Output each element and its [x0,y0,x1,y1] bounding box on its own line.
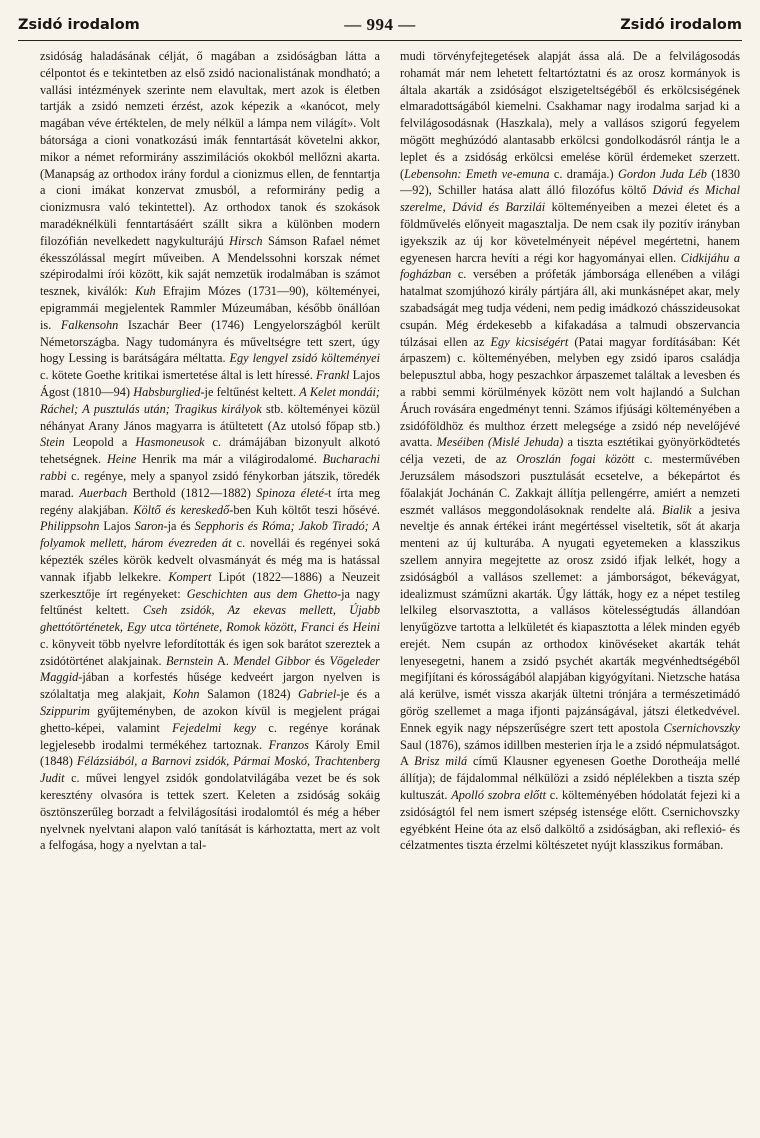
text-run: A. [213,653,234,668]
italic-title: Lebensohn: Emeth ve-emuna [404,166,550,181]
text-run: c. versében a prófeták jámborsága ellenében a világi hatalmat szomjúhozó király pártjára áll, aki munkásnépet akar, mely szabadságát meg tudja védeni, nem pedig imádkozó chásszideusokat csupán. Még érdekesebb a kifakadása a talmudi obszervancia túlzásai ellen az [400,267,740,349]
italic-title: Geschichten aus dem Ghetto [186,586,337,601]
italic-title: Félázsiából, a Barnovi zsidók, Pármai Moskó, Trachtenberg Judit [40,754,380,786]
text-run: -t írta meg regény alakjában. [40,485,381,517]
italic-title: Apolló szobra előtt [451,788,547,803]
text-run: Sámson Rafael német ékesszólással megírt műveiben. A Mendelssohni korszak német szépirodalmi írói között, kik saját nemzetük irodalmában is számot tesznek, kiválók: [40,233,380,299]
italic-title: Falkensohn [60,317,119,332]
italic-title: Cidkijáhu a fogházban [400,250,740,282]
text-run: -je és a [336,687,380,702]
page-number: — 994 — [344,15,416,34]
text-columns [40,48,740,854]
header-right-title: Zsidó irodalom [620,17,742,33]
text-run: c. dramája.) [549,166,618,181]
text-run: c. drámájában bizonyult alkotó tehetségnek. [40,435,380,467]
text-run: c. regénye, mely a spanyol zsidó fénykorban játszik, töredék marad. [40,468,380,500]
text-run: Henrik ma már a világirodalomé. [136,452,323,467]
text-run: Károly Emil (1848) [40,737,380,769]
text-run: és [310,653,330,668]
right-column-text [400,48,740,854]
text-run: c. költeményében hódolatát fejezi ki a zsidóságtól fel nem ismert szépség istensége előtt. Csernichovszky egyébként Heine óta az első dalköltő a zsidóságban, aki reflexió- és célzatmentes tiszta érzelmi költészetet nyújt klasszikus formában. [400,788,740,853]
text-run: c. regénye korának legjelesebb irodalmi termékéhez tartoznak. [40,720,380,752]
text-run: -ben Kuh költőt teszi hősévé. [229,502,380,517]
italic-title: Fejedelmi kegy [172,720,257,735]
header-rule [18,40,742,41]
text-run: (Patai magyar fordításában: Két árpaszem) c. költeményében, melyben egy zsidó iparos családja belepusztul abba, hogy peszachkor árpaszemet találtak a levesben és a rabbi semmi körülmények között nem volt hajlandó a Sulchan Áruch rovására engedményt tenni. Számos ifjúsági költeményében a zsidóföldhöz és multhoz érzett melegsége a zsidó nép nevelőjévé avatta. [400,334,741,450]
text-run: stb. költeményei közül néhányat Arany János magyarra is átültetett (Az utolsó főpap stb.) [40,401,380,433]
italic-title: Gabriel [297,687,337,702]
italic-title: Habsburglied [133,384,201,399]
text-run: Lajos Ágost (1810—94) [40,368,380,399]
italic-title: Költő és kereskedő [133,502,230,517]
italic-title: Kuh [135,284,156,299]
italic-title: Cseh zsidók, Az ekevas mellett, Újabb ghettótörténetek, Egy utca története, Romok között, Franci és Heini [40,603,380,635]
text-run: c. művei lengyel zsidók gondolatvilágába vezet be és sok keresztény olvasóra is tettek szert. Keleten a zsidóság sokáig ösztönszerűleg borzadt a felvilágosítási irodalomtól és még a héber nyelvnek nyelvtani alapon való tanítását is kárhoztatta, mert az volt a felfogása, hogy a nyelvtan a tal- [40,771,380,853]
text-run: Leopold a [64,435,136,450]
italic-title: Egy lengyel zsidó költeményei [229,351,380,366]
italic-title: Bucharachi rabbi [40,452,380,483]
text-run: c. novellái és regényei soká képezték széles körök kedvelt olvasmányát és még ma is hatással vannak ifjabb lelkekre. [40,536,380,584]
text-run: -ja nagy feltűnést keltett. [40,586,380,618]
italic-title: Kompert [168,569,212,584]
italic-title: Auerbach [79,485,128,500]
text-run: c. kötete Goethe kritikai ismertetése által is lett híressé. [40,368,316,383]
italic-title: Philippsohn [40,519,100,534]
text-run: Iszachár Beer (1746) Lengyelországból került Németországba. Nagy tudományra és műveltségre tett szert, úgy hogy Lessing is barátságára méltatta. [40,317,380,366]
header-left-title: Zsidó irodalom [18,17,140,33]
right-column [400,48,740,854]
text-run: mudi törvényfejtegetések alapját ássa alá. De a felvilágosodás rohamát már nem lehetett feltartóztatni és az orosz kormányok is általa akarták a zsidóságot elszigeteltségéből és erkölcsiségének elmaradottságából kiemelni. Csakhamar nagy irodalma sarjad ki a felvilágosodásnak (Haszkala), mely a vallásos szigorú fegyelem mögött meghúzódó alantasabb erkölcsi gondolkodásról rántja le a leplet és a zsidóság erkölcsi emelése körül érdemeket szerzett. ( [400,49,740,181]
italic-title: Kohn [172,687,200,702]
italic-title: Oroszlán fogai között [516,452,635,467]
left-column [40,48,380,854]
italic-title: Stein [40,435,65,450]
italic-title: Bernstein [166,653,214,668]
italic-title: A Kelet mondái; Ráchel; A pusztulás után; Tragikus királyok [40,384,381,416]
text-run: -je feltűnést keltett. [200,384,300,399]
italic-title: Mendel Gibbor [233,653,311,668]
text-run: (1830—92), Schiller hatása alatt álló filozófus költő [400,166,740,198]
text-run: Lipót (1822—1886) a Neuzeit szerkesztője írt regényeket: [40,569,380,601]
italic-title: Brisz milá [414,754,468,769]
italic-title: Dávid és Michal szerelme, Dávid és Barzilái [400,183,740,215]
italic-title: Franzos [268,737,309,752]
text-run: című Klausner egyenesen Goethe Dorotheája mellé állítja); de fájdalommal nélkülözi a zsidó néplélekben a tiszta szép kultuszát. [400,754,740,803]
italic-title: Vögeleder Maggid [40,653,380,685]
text-run: -ja és [163,519,195,534]
italic-title: Egy kicsiségért [490,334,569,349]
italic-title: Saron [134,519,164,534]
text-run: gyűjteményben, de azokon kívül is megjelent prágai ghetto-képei, valamint [40,704,380,735]
italic-title: Frankl [316,368,350,383]
italic-title: Bialik [662,502,692,517]
italic-title: Spinoza életé [256,485,324,500]
italic-title: Heine [106,452,137,467]
text-run: Efrajim Mózes (1731—90), költeményei, epigrammái megjelentek Rammler Múzeumában, később önállóan is. [40,284,380,332]
italic-title: Sepphoris és Róma; Jakob Tiradó; A folyamok mellett, három évezreden át [40,519,380,551]
left-column-text [40,48,380,854]
text-run: zsidóság haladásának célját, ő magában a zsidóságban látta a célpontot és e tekintetben az első zsidó nacionalistának mondható; a vallási intézmények szerinte nem elavultak, mert azok is életben tartják a zsidó nemzeti érzést, azok képezik a «kanócot, mely magában véve értéktelen, de mely nélkül a lámpa nem világít». Volt bátorsága a cioni vonatkozású imák fenntartását követelni akkor, mikor a német reformirány asszimilációs okokból mellőzni akarta. (Manapság az orthodox irány fordul a cionizmus ellen, de fenntartja a cioni imákat konzervat zmusból, a reformirány pedig a cionizmusra való tekintettel). Az orthodox tanok és szokások maradéknélküli fenntartásáért szállt sikra a különben modern filozófián nevelkedett nagykulturájú [40,49,380,248]
text-run: Saul (1876), számos idillben mesterien írja le a zsidó népmulatságot. A [400,737,740,769]
running-header [18,12,742,38]
text-run: Lajos [99,519,135,534]
text-run: Salamon (1824) [199,687,298,702]
text-run: költeményeiben a mezei életet és a földművelés előnyeit magasztalja. De nem csak ily pozitív irányban igyekszik az új kor követelményeit népével megértetni, hanem egyenesen harcra hevíti a régi kor hagyományai ellen. [400,200,740,265]
italic-title: Csernichovszky [663,720,740,735]
text-run: c. mesterművében Jeruzsálem másodszori pusztulását ecsetelve, a békepártot és főalakját Jochánán C. Zakkajt állítja pellengérre, amiért a nemzeti eszmét vallásos meggondolásoknak rendelte alá. [400,452,740,517]
text-run: a tiszta esztétikai gyönyörködtetés célja vezeti, de az [400,435,740,467]
italic-title: Szippurim [40,704,90,719]
text-run: Berthold (1812—1882) [127,485,257,500]
italic-title: Hasmoneusok [135,435,205,450]
text-run: -jában a korfestés hűsége kedveért jargon nyelven is szólaltatja meg alakjait, [40,670,380,702]
italic-title: Hirsch [229,233,263,248]
text-run: a jesiva neveltje és annak értékei iránt megértéssel viseltetik, sőt át akarja menteni az új kulturába. A nyugati egyetemeken a klasszikus szellem annyira megejtette az orosz zsidó ifjak lelkét, hogy a zsidóságból a vallásos szellemet: a jámborságot, békevágyat, idealizmust száműzni akarták. Úgy látták, hogy ez a népet testileg lelkileg elsorvasztotta, a vallásos kötelességtudás állandóan lenyűgözve tartotta a lelkületét és kiapasztotta a lélek minden egyéb erejét. Nem csupán az orthodox kinövéseket akarták tehát lenyesegetni, hanem a zsidó psychét akarták megvénhedtségéből megifjítani és kórosságából alapjában kigyógyítani. Nietzsche hatása alá kerülve, ismét vissza akarják ültetni trónjára a természetimádó görög szellemet a maga ifjonti pajzánságával, játszi életkedvével. Ennek egyik nagy népszerűségre szert tett apostola [400,502,740,735]
text-run: c. könyveit több nyelvre lefordították és igen sok barátot szereztek a zsidótörténet alakjainak. [40,636,380,668]
italic-title: Gordon Juda Léb [617,166,707,181]
italic-title: Meséiben (Mislé Jehuda) [436,435,564,450]
